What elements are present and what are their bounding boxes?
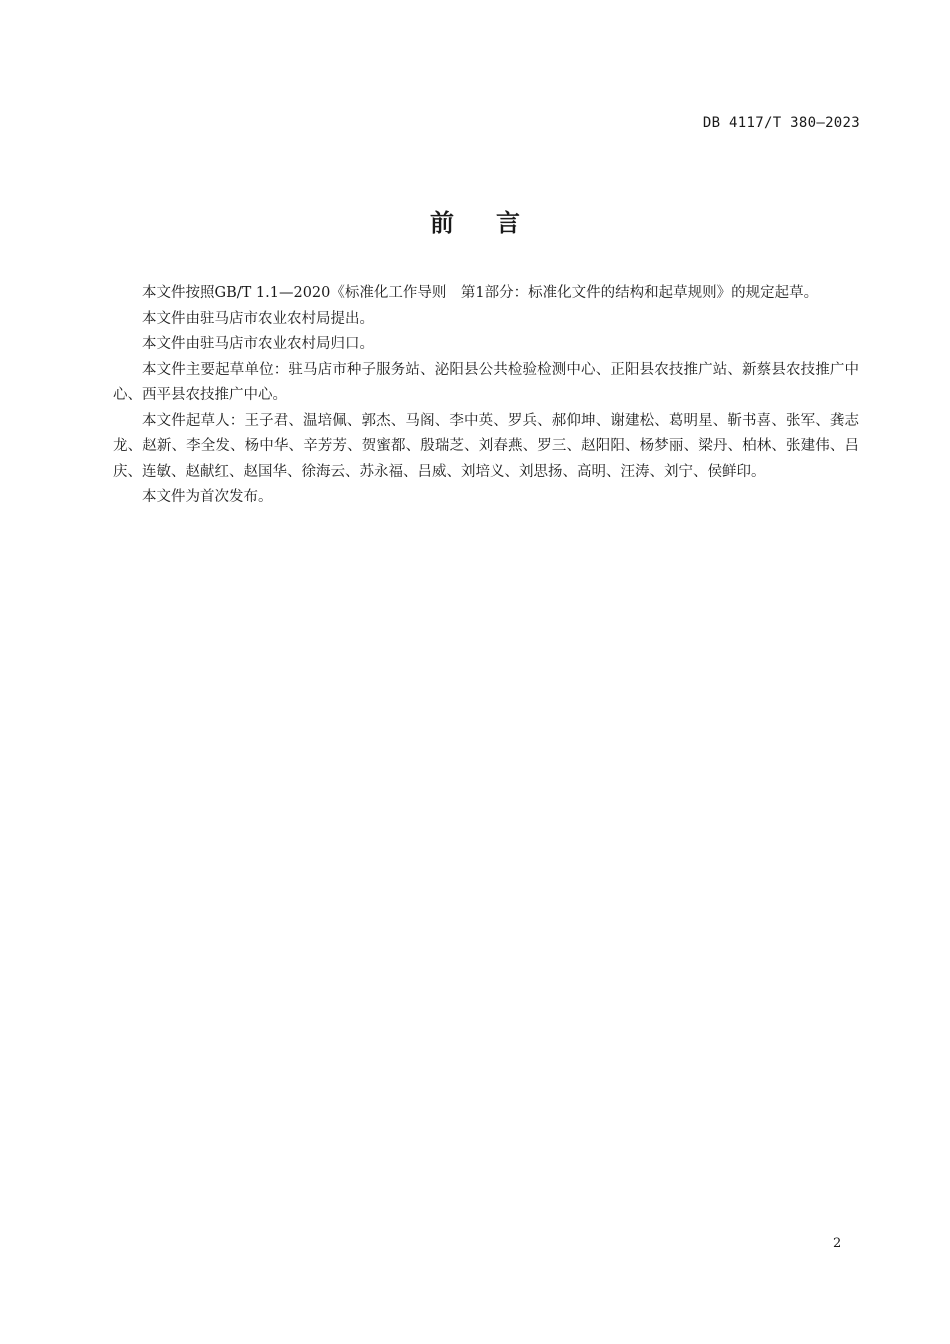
paragraph-first-release: 本文件为首次发布。 [142,489,273,505]
paragraph-drafting-basis: 本文件按照GB/T 1.1—2020《标准化工作导则 第1部分：标准化文件的结构和起草规则》的规定起草。 [142,285,819,301]
page-title: 前言 [430,209,562,237]
paragraph-administrator: 本文件由驻马店市农业农村局归口。 [142,336,374,352]
paragraph-drafters: 本文件起草人：王子君、温培佩、郭杰、马阁、李中英、罗兵、郝仰坤、谢建松、葛明星、靳书喜、张军、龚志龙、赵新、李全发、杨中华、辛芳芳、贺蜜都、殷瑞芝、刘春燕、罗三、赵阳阳、杨梦丽、梁丹、柏林、张建伟、吕庆、连敏、赵献红、赵国华、徐海云、苏永福、吕威、刘培义、刘思扬、高明、汪涛、刘宁、侯鲜印。 [113,412,859,480]
document-code: DB 4117/T 380—2023 [702,115,860,131]
page-number: 2 [833,1236,842,1251]
foreword-body [113,281,859,511]
paragraph-proposer: 本文件由驻马店市农业农村局提出。 [142,310,374,327]
paragraph-drafting-units: 本文件主要起草单位：驻马店市种子服务站、泌阳县公共检验检测中心、正阳县农技推广站、新蔡县农技推广中心、西平县农技推广中心。 [113,361,859,403]
